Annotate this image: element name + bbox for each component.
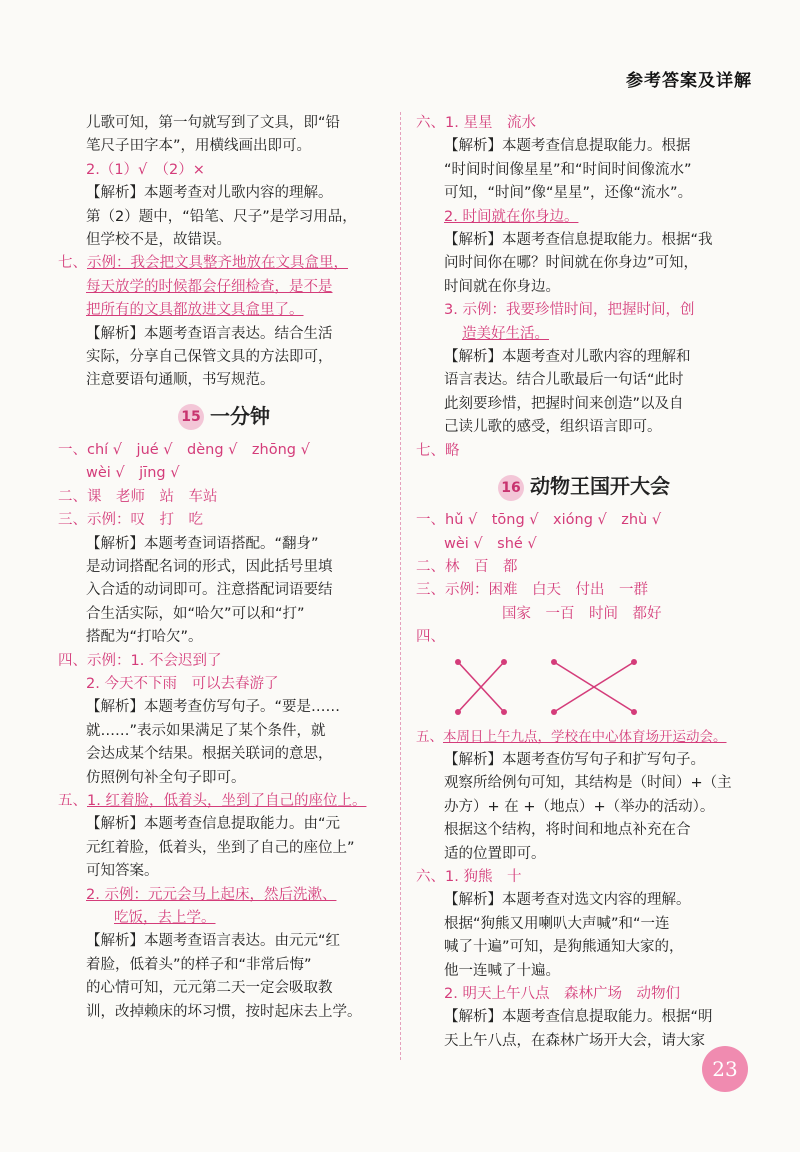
explanation-line: 是动词搭配名词的形式，因此括号里填 [86,558,333,575]
q1-answer [58,439,390,462]
section-label: 七、 [58,255,87,272]
explanation-line: 【解析】本题考查信息提取能力。根据 [444,138,691,155]
explanation-line: 办方）+ 在 +（地点）+（举办的活动）。 [444,798,715,815]
pinyin-answers: chí √ jué √ dèng √ zhōng √ [87,441,310,458]
section-7-answer [58,252,390,275]
answer-text: 本周日上午九点，学校在中心体育场开运动会。 [443,728,727,745]
explanation-line: 训，改掉赖床的坏习惯，按时起床去上学。 [86,1003,362,1020]
explanation-line: 搭配为“打哈欠”。 [86,629,203,646]
section-label: 三、 [416,582,445,599]
page-number-badge: 23 [702,1046,748,1092]
lesson-title [416,471,752,501]
explanation-line: 根据这个结构，将时间和地点补充在合 [444,822,691,839]
answer-line: 把所有的文具都放进文具盒里了。 [86,302,304,319]
explanation-line: 合生活实际，如“哈欠”可以和“打” [86,605,305,622]
answer-line: 2. 明天上午八点 森林广场 动物们 [444,986,680,1002]
answer-text: 示例：叹 打 吃 [87,512,203,529]
explanation-line: 【解析】本题考查词语搭配。“翻身” [86,535,319,552]
explanation-line: 注意要语句通顺，书写规范。 [86,372,275,389]
answer-line: 2. 示例：元元会马上起床，然后洗漱、 [86,886,337,903]
lesson-title-text: 一分钟 [210,403,270,428]
section-label: 四、 [58,652,87,669]
explanation-line: 的心情可知，元元第二天一定会吸取教 [86,980,333,997]
explanation-line: 但学校不是，故错误。 [86,232,231,249]
answer-text: 1. 狗熊 十 [445,868,522,885]
explanation-line: 观察所给例句可知，其结构是（时间）+（主 [444,775,732,792]
lesson-title [58,401,390,431]
match-dot [551,709,557,715]
s6-answer [416,112,752,135]
q5-answer [58,790,390,813]
answer-text: 1. 红着脸，低着头，坐到了自己的座位上。 [87,792,367,809]
answer-line: 2.（1）√ （2）× [86,161,205,178]
explanation-line: 【解析】本题考查对选文内容的理解。 [444,892,691,909]
section-label: 一、 [416,512,445,529]
explanation-line: 会达成某个结果。根据关联词的意思， [86,746,333,763]
explanation-line: 可知答案。 [86,863,159,880]
q4-answer [58,650,390,673]
section-label: 三、 [58,512,87,529]
explanation-line: 【解析】本题考查语言表达。由元元“红 [86,933,341,950]
explanation-line: 己读儿歌的感受，组织语言即可。 [444,419,662,436]
pinyin-answers: wèi √ jīng √ [86,465,180,482]
answer-text: 1. 星星 流水 [445,115,536,131]
match-dot [501,709,507,715]
explanation-line: 喊了十遍”可知，是狗熊通知大家的， [444,939,684,956]
right-column [416,112,752,1053]
explanation-line: 元红着脸，低着头，坐到了自己的座位上” [86,839,355,856]
match-dot [631,659,637,665]
text-line: 笔尺子田字本”，用横线画出即可。 [86,138,312,155]
q3-answer [58,509,390,532]
section-label: 六、 [416,115,445,131]
q3-answer [416,579,752,602]
match-dot [551,659,557,665]
answer-line: 2. 今天不下雨 可以去春游了 [86,675,279,692]
s7-answer [416,440,752,463]
explanation-line: 天上午八点，在森林广场开大会，请大家 [444,1032,705,1049]
explanation-line: 【解析】本题考查信息提取能力。根据“明 [444,1009,713,1026]
section-label: 二、 [58,488,87,505]
answer-line: 吃饭，去上学。 [114,910,216,926]
pinyin-answers: wèi √ shé √ [444,535,537,552]
left-column [58,112,390,1024]
answer-text: 略 [445,442,460,459]
explanation-line: 时间就在你身边。 [444,278,560,295]
explanation-line: 【解析】本题考查仿写句子。“要是…… [86,699,341,716]
explanation-line: 入合适的动词即可。注意搭配词语要结 [86,582,333,599]
section-label: 五、 [58,792,87,809]
answer-line: 3. 示例：我要珍惜时间，把握时间，创 [444,302,695,319]
q4-label: 四、 [416,629,445,646]
lesson-title-text: 动物王国开大会 [530,474,670,499]
answer-line: 造美好生活。 [462,325,549,342]
answer-line: 每天放学的时候都会仔细检查，是不是 [86,278,333,295]
explanation-line: 【解析】本题考查信息提取能力。由“元 [86,816,341,833]
q1-answer [416,509,752,532]
matching-lines [444,654,664,720]
section-label: 五、 [416,728,443,745]
lesson-number-badge: 15 [178,404,204,430]
column-divider [400,112,401,1060]
explanation-line: 【解析】本题考查对儿歌内容的理解。 [86,185,333,202]
explanation-line: 【解析】本题考查对儿歌内容的理解和 [444,349,691,366]
header-title: 参考答案及详解 [626,71,752,91]
explanation-line: 【解析】本题考查信息提取能力。根据“我 [444,232,713,249]
match-dot [455,659,461,665]
q5-answer [416,726,752,749]
q2-answer [58,486,390,509]
explanation-line: 就……”表示如果满足了某个条件，就 [86,722,326,739]
answer-text: 示例：1. 不会迟到了 [87,652,222,669]
section-label: 六、 [416,868,445,885]
explanation-line: 仿照例句补全句子即可。 [86,769,246,786]
explanation-line: 问时间你在哪？时间就在你身边”可知， [444,255,699,272]
explanation-line: “时间时间像星星”和“时间时间像流水” [444,161,692,178]
explanation-line: 适的位置即可。 [444,845,546,862]
explanation-line: 语言表达。结合儿歌最后一句话“此时 [444,372,684,389]
match-dot [501,659,507,665]
explanation-line: 根据“狗熊又用喇叭大声喊”和“一连 [444,915,670,932]
explanation-line: 他一连喊了十遍。 [444,962,560,979]
explanation-line: 【解析】本题考查语言表达。结合生活 [86,325,333,342]
answer-text: 林 百 都 [445,558,518,575]
section-label: 二、 [416,558,445,575]
answer-line: 2. 时间就在你身边。 [444,208,579,225]
answer-text: 课 老师 站 车站 [87,488,218,505]
lesson-number-badge: 16 [498,475,524,501]
section-label: 七、 [416,442,445,459]
explanation-line: 此刻要珍惜，把握时间来创造”以及自 [444,395,684,412]
match-dot [631,709,637,715]
answer-line: 国家 一百 时间 都好 [502,605,662,622]
explanation-line: 着脸，低着头”的样子和“非常后悔” [86,956,312,973]
explanation-line: 实际，分享自己保管文具的方法即可， [86,349,333,366]
explanation-line: 【解析】本题考查仿写句子和扩写句子。 [444,751,705,768]
answer-text: 示例：我会把文具整齐地放在文具盒里， [87,255,348,272]
match-dot [455,709,461,715]
q6-answer [416,866,752,889]
explanation-line: 可知，“时间”像“星星”，还像“流水”。 [444,185,693,202]
pinyin-answers: hǔ √ tōng √ xióng √ zhù √ [445,512,662,529]
q2-answer [416,556,752,579]
explanation-line: 第（2）题中，“铅笔、尺子”是学习用品， [86,208,357,225]
text-line: 儿歌可知，第一句就写到了文具，即“铅 [86,115,341,131]
answer-text: 示例：困难 白天 付出 一群 [445,582,648,599]
section-label: 一、 [58,441,87,458]
